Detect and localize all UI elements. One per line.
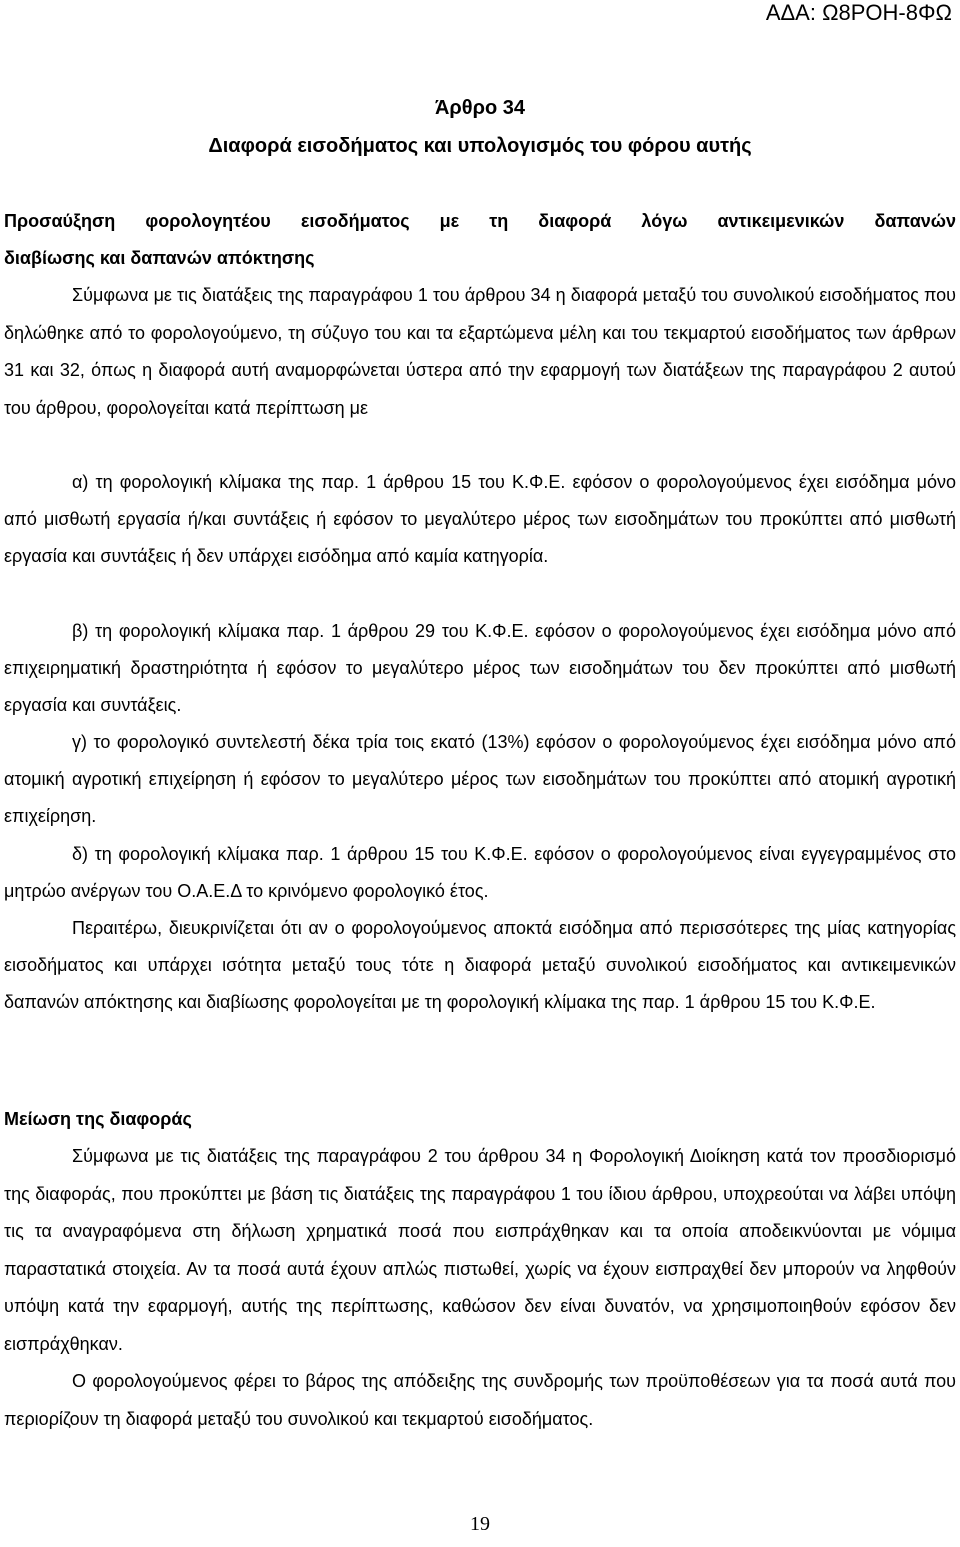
page-number: 19 (470, 1513, 490, 1535)
section1-heading-line1: Προσαύξηση φορολογητέου εισοδήματος με τη διαφορά λόγω αντικειμενικών δαπανών (4, 211, 956, 231)
ada-code: ΑΔΑ: Ω8ΡΟΗ-8ΦΩ (765, 0, 952, 25)
article-title: Διαφορά εισοδήματος και υπολογισμός του φόρου αυτής (208, 135, 752, 157)
section2-para1: Σύμφωνα με τις διατάξεις της παραγράφου 2 του άρθρου 34 η Φορολογική Διοίκηση κατά τον προσδιορισμό της διαφοράς, που προκύπτει με βάση τις διατάξεις της παραγράφου 1 του ίδιου άρθρου, υποχρεούται να λάβει υπόψη τις τα αναγραφόμενα στη δήλωση χρηματικά ποσά που εισπράχθηκαν και τα οποία αποδεικνύονται με νόμιμα παραστατικά στοιχεία. Αν τα ποσά αυτά έχουν απλώς πιστωθεί, χωρίς να έχουν εισπραχθεί δεν μπορούν να ληφθούν υπόψη κατά την εφαρμογή, αυτής της περίπτωσης, καθώσον δεν είναι δυνατόν, να χρησιμοποιηθούν εφόσον δεν εισπράχθηκαν. (4, 1146, 956, 1354)
section2-heading: Μείωση της διαφοράς (4, 1109, 192, 1129)
item-d-text: δ) τη φορολογική κλίμακα παρ. 1 άρθρου 15 του Κ.Φ.Ε. εφόσον ο φορολογούμενος είναι εγγεγραμμένος στο μητρώο ανέργων του Ο.Α.Ε.Δ το κρινόμενο φορολογικό έτος. (4, 844, 956, 901)
item-b-text: β) τη φορολογική κλίμακα παρ. 1 άρθρου 29 του Κ.Φ.Ε. εφόσον ο φορολογούμενος έχει εισόδημα μόνο από επιχειρηματική δραστηριότητα ή εφόσον το μεγαλύτερο μέρος των εισοδημάτων του δεν προκύπτει από μισθωτή εργασία και συντάξεις. (4, 621, 956, 715)
intro-paragraph: Σύμφωνα με τις διατάξεις της παραγράφου 1 του άρθρου 34 η διαφορά μεταξύ του συνολικού εισοδήματος που δηλώθηκε από το φορολογούμενο, τη σύζυγο του και τα εξαρτώμενα μέλη και του τεκμαρτού εισοδήματος των άρθρων 31 και 32, όπως η διαφορά αυτή αναμορφώνεται ύστερα από την εφαρμογή των διατάξεων της παραγράφου 2 αυτού του άρθρου, φορολογείται κατά περίπτωση με (4, 285, 956, 418)
section2-para2: Ο φορολογούμενος φέρει το βάρος της απόδειξης της συνδρομής των προϋποθέσεων για τα ποσά αυτά που περιορίζουν τη διαφορά μεταξύ του συνολικού και τεκμαρτού εισοδήματος. (4, 1371, 956, 1429)
section2-body (4, 1138, 956, 1438)
section1-intro (4, 277, 956, 427)
article-number: Άρθρο 34 (434, 97, 526, 119)
list-item-c (4, 724, 956, 835)
item-a-text: α) τη φορολογική κλίμακα της παρ. 1 άρθρου 15 του Κ.Φ.Ε. εφόσον ο φορολογούμενος έχει εισόδημα μόνο από μισθωτή εργασία ή/και συντάξεις ή εφόσον το μεγαλύτερο μέρος των εισοδημάτων του προκύπτει από μισθωτή εργασία και συντάξεις ή δεν υπάρχει εισόδημα από καμία κατηγορία. (4, 472, 956, 566)
section1-heading-line2: διαβίωσης και δαπανών απόκτησης (4, 248, 315, 268)
further-text: Περαιτέρω, διευκρινίζεται ότι αν ο φορολογούμενος αποκτά εισόδημα από περισσότερες της μίας κατηγορίας εισοδήματος και υπάρχει ισότητα μεταξύ τους τότε η διαφορά μεταξύ συνολικού εισοδήματος και αντικειμενικών δαπανών απόκτησης και διαβίωσης φορολογείται με τη φορολογική κλίμακα της παρ. 1 άρθρου 15 του Κ.Φ.Ε. (4, 918, 956, 1012)
item-c-text: γ) το φορολογικό συντελεστή δέκα τρία τοις εκατό (13%) εφόσον ο φορολογούμενος έχει εισόδημα μόνο από ατομική αγροτική επιχείρηση ή εφόσον το μεγαλύτερο μέρος των εισοδημάτων του προκύπτει από ατομική αγροτική επιχείρηση. (4, 732, 956, 826)
further-clarification (4, 910, 956, 1021)
section1-heading (4, 203, 956, 277)
list-item-b (4, 613, 956, 724)
article-header (0, 89, 960, 165)
list-item-d (4, 836, 956, 910)
list-item-a (4, 464, 956, 575)
